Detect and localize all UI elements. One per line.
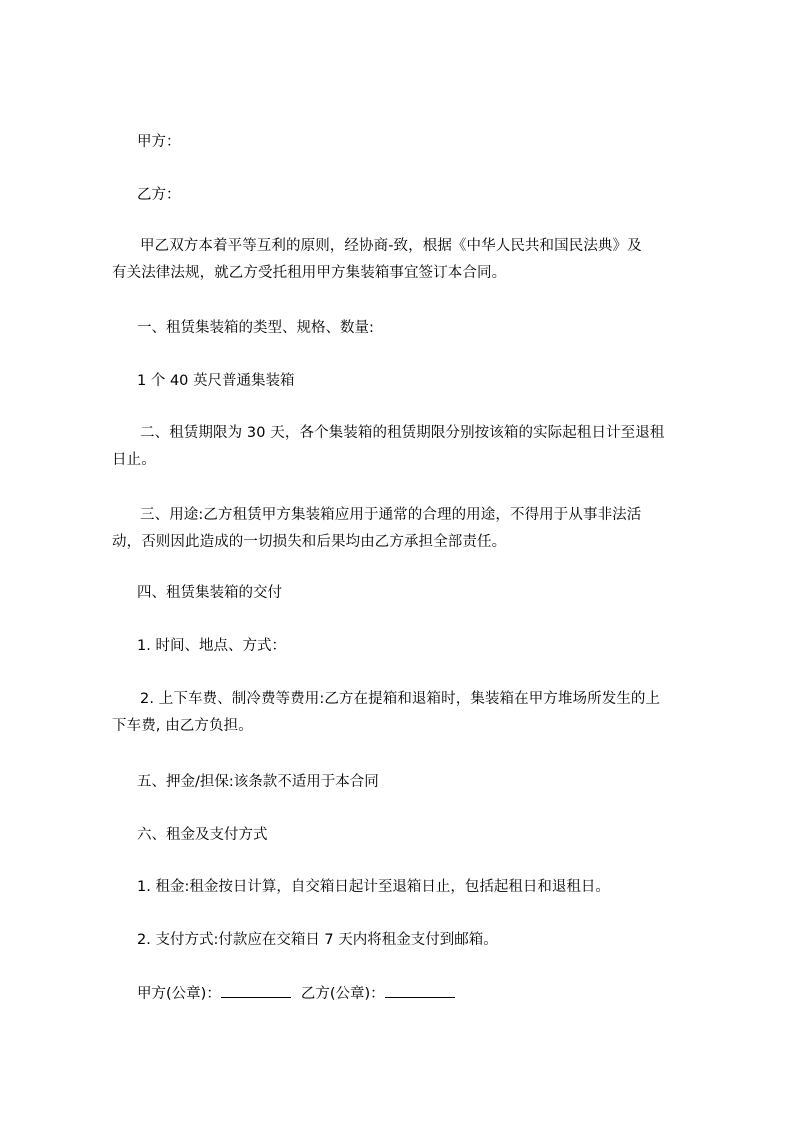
preamble-paragraph xyxy=(112,233,712,287)
section-2-line-1: 二、租赁期限为 30 天，各个集装箱的租赁期限分别按该箱的实际起租日计至退租 xyxy=(140,425,665,441)
party-a-label: 甲方： xyxy=(137,134,181,150)
section-3-paragraph xyxy=(112,502,712,556)
party-b-seal-label: 乙方(公章)： xyxy=(300,986,385,1002)
section-2-line-2: 日止。 xyxy=(112,452,156,468)
section-6-item-2: 2. 支付方式:付款应在交箱日 7 天内将租金支付到邮箱。 xyxy=(137,932,498,948)
party-b-label: 乙方： xyxy=(137,187,181,203)
section-6-item-1: 1. 租金:租金按日计算，自交箱日起计至退箱日止，包括起租日和退租日。 xyxy=(137,879,610,895)
section-1-item: 1 个 40 英尺普通集装箱 xyxy=(137,373,295,389)
party-a-seal-field xyxy=(221,983,291,998)
preamble-line-1: 甲乙双方本着平等互利的原则，经协商-致，根据《中华人民共和国民法典》及 xyxy=(140,238,642,254)
section-3-line-1: 三、用途:乙方租赁甲方集装箱应用于通常的合理的用途，不得用于从事非法活 xyxy=(140,507,642,523)
section-5-title: 五、押金/担保:该条款不适用于本合同 xyxy=(137,774,379,790)
section-4-item-2-line-2: 下车费, 由乙方负担。 xyxy=(112,718,253,734)
party-a-seal-label: 甲方(公章)： xyxy=(137,986,221,1002)
section-4-item-2-paragraph xyxy=(112,686,712,740)
section-4-title: 四、租赁集装箱的交付 xyxy=(137,585,282,601)
section-4-item-2-line-1: 2. 上下车费、制冷费等费用:乙方在提箱和退箱时，集装箱在甲方堆场所发生的上 xyxy=(140,691,661,707)
signature-line xyxy=(137,983,465,1004)
section-1-title: 一、租赁集装箱的类型、规格、数量: xyxy=(137,320,374,336)
section-4-item-1: 1. 时间、地点、方式： xyxy=(137,638,286,654)
section-3-line-2: 动，否则因此造成的一切损失和后果均由乙方承担全部责任。 xyxy=(112,534,507,550)
party-b-seal-field xyxy=(385,983,455,998)
preamble-line-2: 有关法律法规，就乙方受托租用甲方集装箱事宜签订本合同。 xyxy=(112,265,507,281)
section-2-paragraph xyxy=(112,420,712,474)
section-6-title: 六、租金及支付方式 xyxy=(137,827,268,843)
